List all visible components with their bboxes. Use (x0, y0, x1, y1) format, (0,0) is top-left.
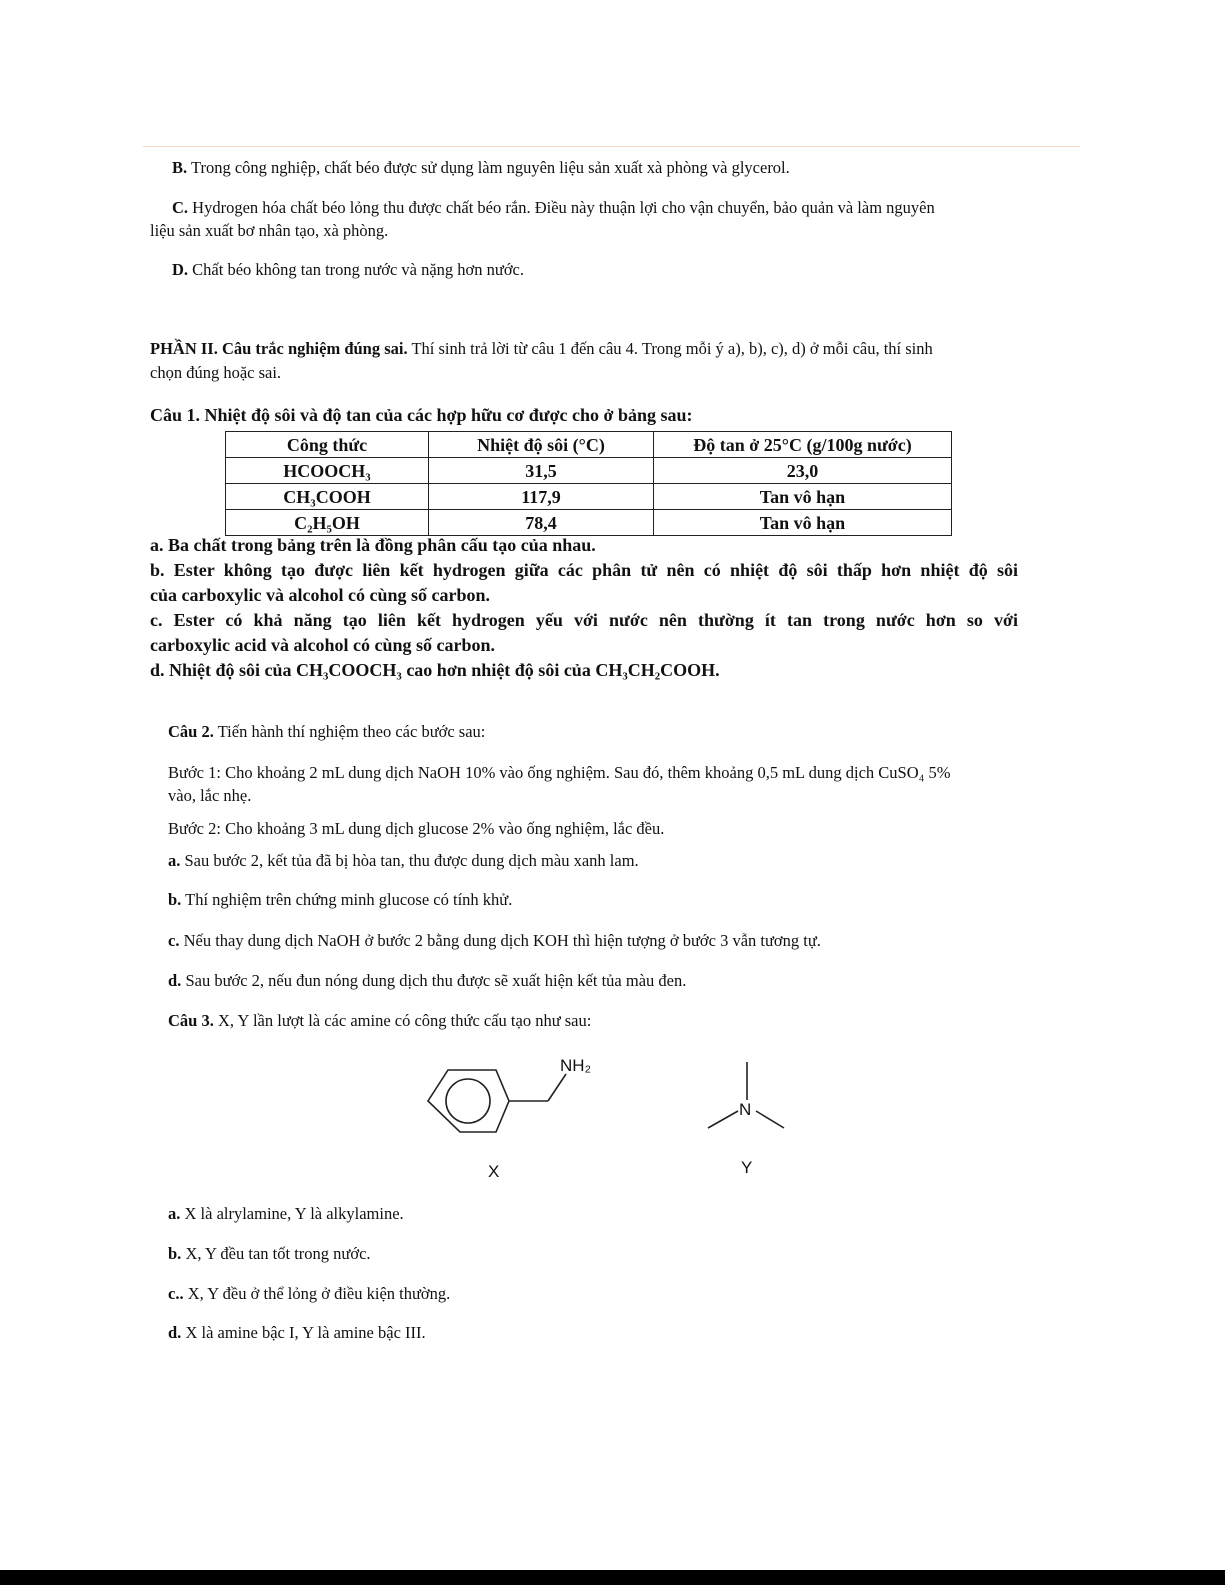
table-cell: 31,5 (429, 458, 654, 484)
q3-statement-d: d. X là amine bậc I, Y là amine bậc III. (168, 1323, 426, 1342)
table-cell: C₂H₅OH (226, 510, 429, 536)
q2-statement-c: c. Nếu thay dung dịch NaOH ở bước 2 bằng dung dịch KOH thì hiện tượng ở bước 3 vẫn tương tự. (168, 931, 821, 950)
q1-title: Câu 1. Nhiệt độ sôi và độ tan của các hợp hữu cơ được cho ở bảng sau: (150, 405, 693, 425)
nitrogen-atom-label: N (739, 1100, 752, 1119)
q2-statement-d: d. Sau bước 2, nếu đun nóng dung dịch thu được sẽ xuất hiện kết tủa màu đen. (168, 971, 687, 990)
q2-step1-line1: Bước 1: Cho khoảng 2 mL dung dịch NaOH 10% vào ống nghiệm. Sau đó, thêm khoảng 0,5 mL dung dịch CuSO₄ 5% (168, 763, 951, 782)
amine-group-label: NH₂ (560, 1056, 592, 1075)
q1-statement-a: a. Ba chất trong bảng trên là đồng phân cấu tạo của nhau. (150, 535, 596, 555)
properties-table (225, 431, 952, 536)
q1-statement-b-line2: của carboxylic và alcohol có cùng số carbon. (150, 585, 490, 605)
option-b: B. Trong công nghiệp, chất béo được sử dụng làm nguyên liệu sản xuất xà phòng và glycerol. (172, 158, 790, 177)
q3-intro: Câu 3. X, Y lần lượt là các amine có công thức cấu tạo như sau: (168, 1011, 592, 1030)
q1-statement-b-line1: b. Ester không tạo được liên kết hydrogen giữa các phân tử nên có nhiệt độ sôi thấp hơn nhiệt độ sôi (150, 560, 1018, 580)
table-cell: HCOOCH₃ (226, 458, 429, 484)
molecule-x-label: X (488, 1162, 500, 1181)
bond (548, 1074, 566, 1101)
table-row (226, 484, 952, 510)
q3-statement-a: a. X là alrylamine, Y là alkylamine. (168, 1204, 404, 1223)
q1-statement-c-line2: carboxylic acid và alcohol có cùng số carbon. (150, 635, 495, 655)
table-header-cell: Công thức (226, 432, 429, 458)
q1-statement-c-line1: c. Ester có khả năng tạo liên kết hydrogen yếu với nước nên thường ít tan trong nước hơn so với (150, 610, 1018, 630)
table-cell: Tan vô hạn (654, 510, 952, 536)
table-cell: 117,9 (429, 484, 654, 510)
table-header-cell: Nhiệt độ sôi (°C) (429, 432, 654, 458)
q2-statement-a: a. Sau bước 2, kết tủa đã bị hòa tan, thu được dung dịch màu xanh lam. (168, 851, 639, 870)
bottom-bar (0, 1570, 1225, 1585)
bond (756, 1111, 784, 1128)
q1-statement-d: d. Nhiệt độ sôi của CH₃COOCH₃ cao hơn nhiệt độ sôi của CH₃CH₂COOH. (150, 660, 720, 680)
option-c-line1: C. Hydrogen hóa chất béo lỏng thu được chất béo rắn. Điều này thuận lợi cho vận chuyển, bảo quản và làm nguyên (172, 198, 935, 217)
table-cell: Tan vô hạn (654, 484, 952, 510)
q2-step2: Bước 2: Cho khoảng 3 mL dung dịch glucose 2% vào ống nghiệm, lắc đều. (168, 819, 665, 838)
q3-statement-b: b. X, Y đều tan tốt trong nước. (168, 1244, 371, 1263)
aromatic-circle (446, 1079, 490, 1123)
molecule-y-structure (700, 1058, 790, 1133)
q2-intro: Câu 2. Tiến hành thí nghiệm theo các bước sau: (168, 722, 486, 741)
table-header-row (226, 432, 952, 458)
part2-heading: PHẦN II. Câu trắc nghiệm đúng sai. Thí sinh trả lời từ câu 1 đến câu 4. Trong mỗi ý a), b), c), d) ở mỗi câu, thí sinh (150, 339, 933, 358)
q3-statement-c: c.. X, Y đều ở thể lỏng ở điều kiện thường. (168, 1284, 451, 1303)
q2-statement-b: b. Thí nghiệm trên chứng minh glucose có tính khử. (168, 890, 513, 909)
table-header-cell: Độ tan ở 25°C (g/100g nước) (654, 432, 952, 458)
header-divider (143, 146, 1080, 147)
molecule-y-label: Y (741, 1158, 753, 1177)
option-c-line2: liệu sản xuất bơ nhân tạo, xà phòng. (150, 221, 389, 240)
part2-heading-line2: chọn đúng hoặc sai. (150, 363, 282, 382)
bond (708, 1111, 738, 1128)
option-d: D. Chất béo không tan trong nước và nặng hơn nước. (172, 260, 525, 279)
table-row (226, 458, 952, 484)
q2-step1-line2: vào, lắc nhẹ. (168, 786, 252, 805)
table-cell: 78,4 (429, 510, 654, 536)
table-cell: CH₃COOH (226, 484, 429, 510)
table-row (226, 510, 952, 536)
table-cell: 23,0 (654, 458, 952, 484)
